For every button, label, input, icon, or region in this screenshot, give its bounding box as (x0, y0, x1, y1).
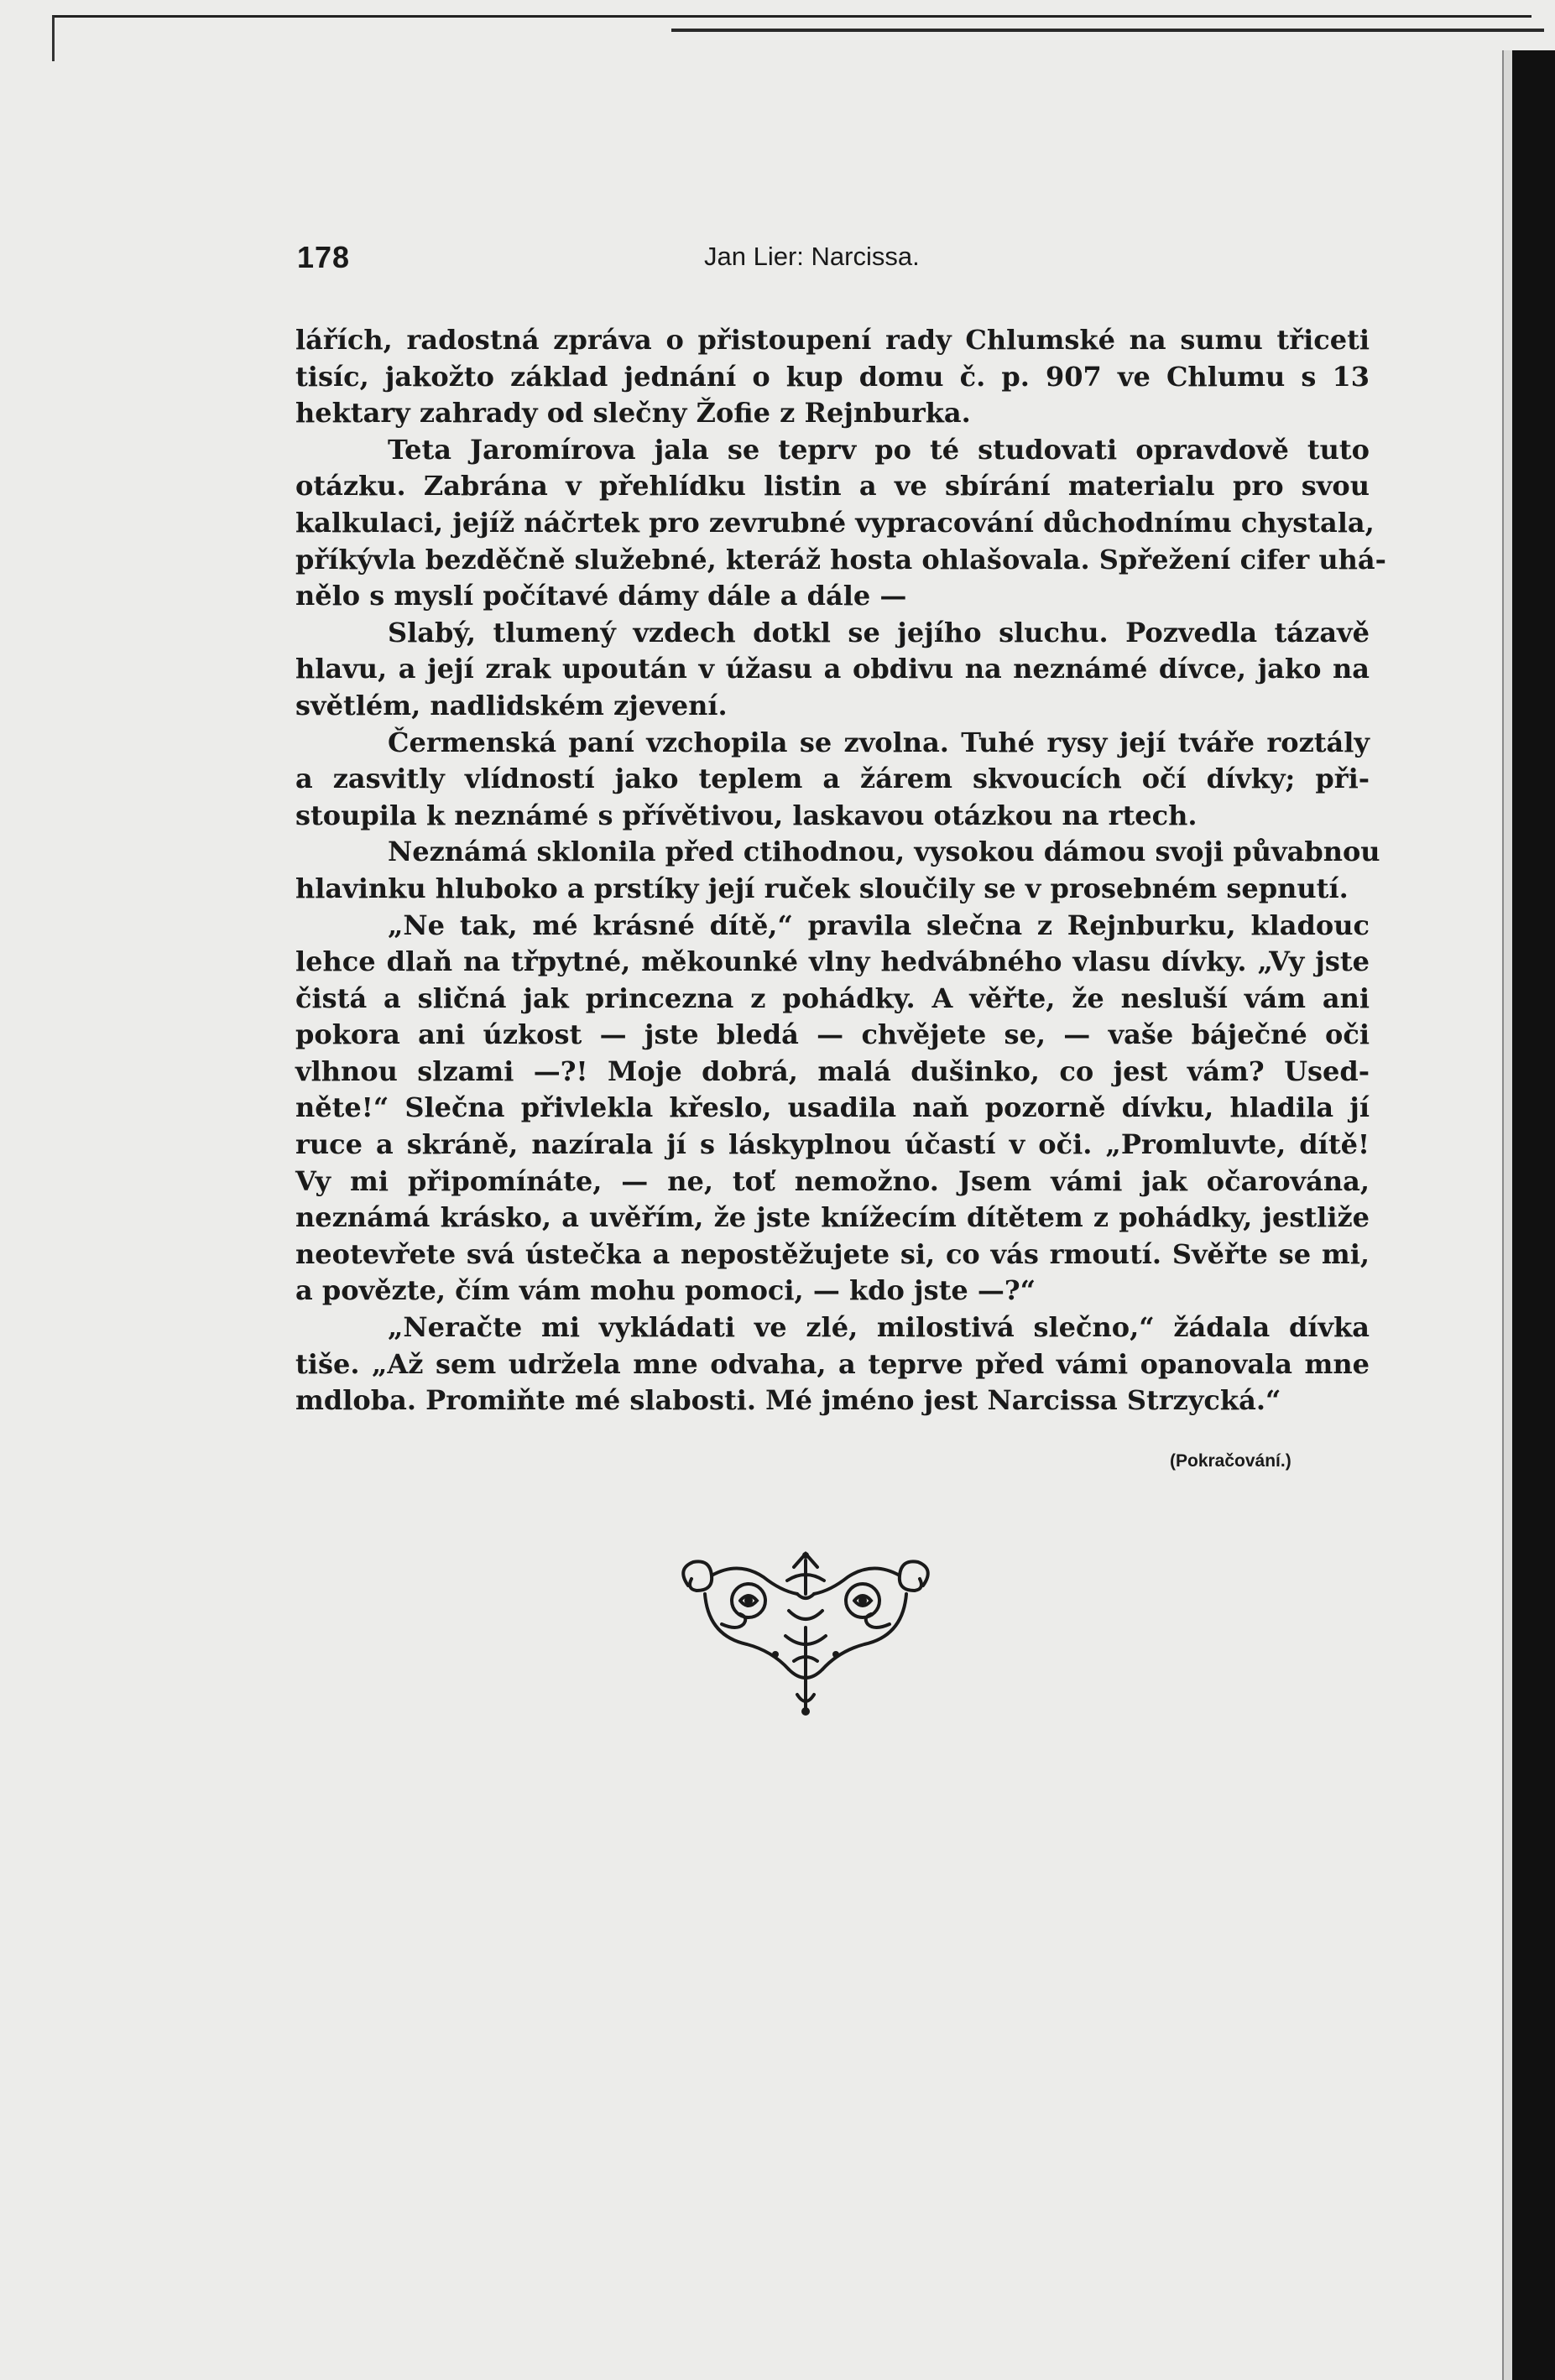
text-line: otázku. Zabrána v přehlídku listin a ve sbírání materialu pro svou (295, 470, 1370, 503)
text-line: a povězte, čím vám mohu pomoci, — kdo jste —?“ (295, 1274, 1036, 1307)
text-line: lářích, radostná zpráva o přistoupení rady Chlumské na sumu třiceti (295, 324, 1370, 356)
text-line: Teta Jaromírova jala se teprv po té studovati opravdově tuto (388, 433, 1370, 466)
page-edge-top-inner (671, 29, 1544, 32)
text-line: hektary zahrady od slečny Žofie z Rejnburka. (295, 397, 971, 430)
text-line: hlavu, a její zrak upoután v úžasu a obdivu na neznámé dívce, jako na (295, 653, 1370, 685)
text-line: tiše. „Až sem udržela mne odvaha, a teprve před vámi opanovala mne (295, 1347, 1370, 1380)
text-line: kalkulaci, jejíž náčrtek pro zevrubné vypracování důchodnímu chystala, (295, 506, 1375, 539)
page-number: 178 (297, 240, 351, 274)
text-line: Vy mi připomínáte, — ne, toť nemožno. Jsem vámi jak očarována, (295, 1164, 1370, 1197)
body-text (295, 322, 1386, 1419)
page-edge-right-shadow (1512, 50, 1555, 2380)
text-line: neznámá krásko, a uvěřím, že jste knížecím dítětem z pohádky, jestliže (295, 1201, 1370, 1234)
text-line: stoupila k neznámé s přívětivou, laskavou otázkou na rtech. (295, 799, 1198, 831)
text-line: vlhnou slzami —?! Moje dobrá, malá dušinko, co jest vám? Used- (295, 1055, 1370, 1087)
text-line: něte!“ Slečna přivlekla křeslo, usadila naň pozorně dívku, hladila jí (295, 1091, 1370, 1124)
text-line: neotevřete svá ústečka a nepostěžujete si, co vás rmoutí. Svěřte se mi, (295, 1237, 1370, 1270)
text-line: čistá a sličná jak princezna z pohádky. A věřte, že nesluší vám ani (295, 982, 1370, 1014)
text-line: nělo s myslí počítavé dámy dále a dále — (295, 580, 907, 612)
text-line: „Ne tak, mé krásné dítě,“ pravila slečna z Rejnburku, kladouc (388, 909, 1370, 941)
text-line: příkývla bezděčně služebné, kteráž hosta ohlašovala. Spřežení cifer uhá- (295, 543, 1386, 575)
text-line: Čermenská paní vzchopila se zvolna. Tuhé rysy její tváře roztály (388, 726, 1370, 758)
text-line: světlém, nadlidském zjevení. (295, 689, 728, 721)
text-line: Slabý, tlumený vzdech dotkl se jejího sluchu. Pozvedla tázavě (388, 616, 1370, 648)
text-line: pokora ani úzkost — jste bledá — chvějete se, — vaše báječné oči (295, 1018, 1370, 1051)
text-line: lehce dlaň na třpytné, měkounké vlny hedvábného vlasu dívky. „Vy jste (295, 945, 1370, 978)
text-line: a zasvitly vlídností jako teplem a žárem skvoucích očí dívky; při- (295, 763, 1370, 795)
floral-scroll-ornament-icon (671, 1544, 940, 1720)
text-line: Neznámá sklonila před ctihodnou, vysokou dámou svoji půvabnou (388, 836, 1380, 868)
text-line: „Neračte mi vykládati ve zlé, milostivá slečno,“ žádala dívka (388, 1311, 1370, 1344)
text-line: ruce a skráně, nazírala jí s láskyplnou účastí v oči. „Promluvte, dítě! (295, 1128, 1370, 1161)
page-edge-right-strip (1502, 50, 1512, 2380)
text-line: tisíc, jakožto základ jednání o kup domu č. p. 907 ve Chlumu s 13 (295, 360, 1370, 393)
text-line: mdloba. Promiňte mé slabosti. Mé jméno jest Narcissa Strzycká.“ (295, 1384, 1281, 1417)
text-line: hlavinku hluboko a prstíky její ruček sloučily se v prosebném sepnutí. (295, 872, 1349, 904)
continued-note: (Pokračování.) (1170, 1451, 1291, 1471)
page-edge-top (52, 15, 1532, 61)
running-title: Jan Lier: Narcissa. (704, 242, 920, 271)
page-header (297, 240, 1052, 290)
